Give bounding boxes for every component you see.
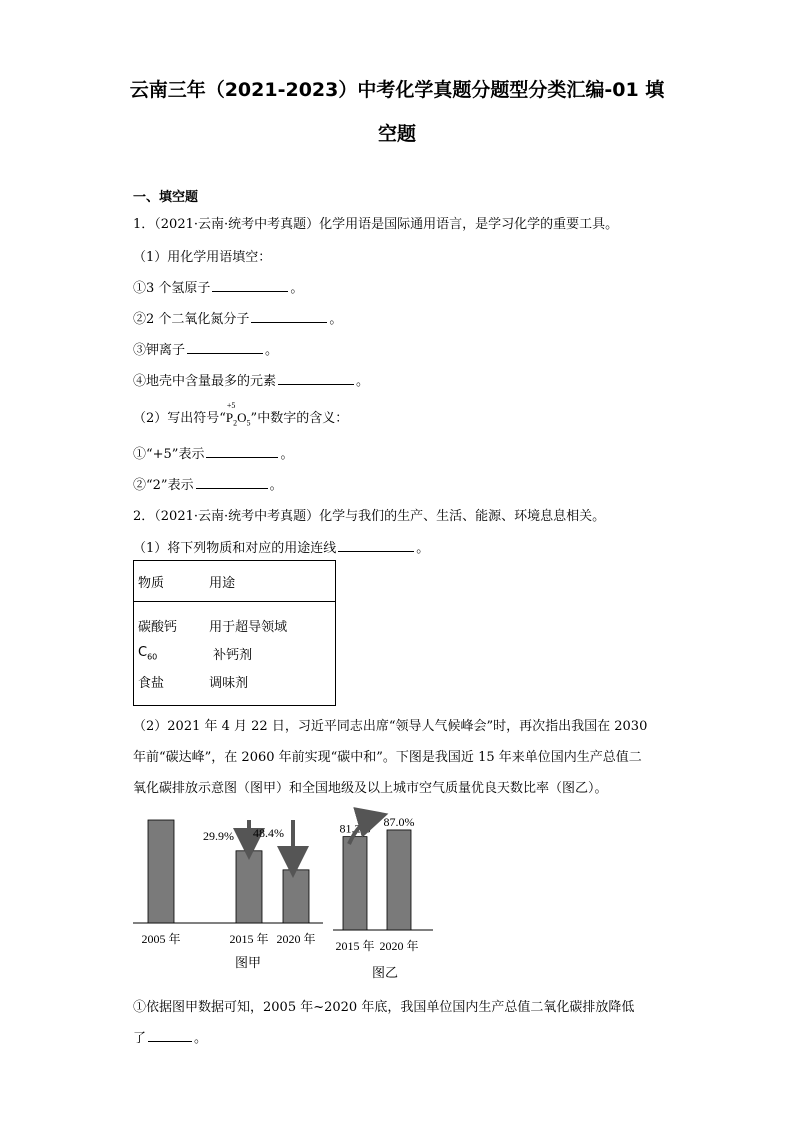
section-heading: 一、填空题 (133, 190, 199, 205)
data-label: 87.0% (383, 814, 415, 829)
q2-sub1-line2 (133, 1027, 207, 1046)
q1-stem: 1．（2021·云南·统考中考真题）化学用语是国际通用语言，是学习化学的重要工具。 (133, 217, 619, 232)
q2-sub1-line1: ①依据图甲数据可知，2005 年~2020 年底，我国单位国内生产总值二氧化碳排放降低 (133, 1000, 635, 1015)
period: 。 (329, 312, 343, 327)
q1-meaning1-text: ①“+5”表示 (133, 447, 205, 462)
answer-blank[interactable] (251, 310, 327, 323)
c60-symbol: C (138, 645, 148, 661)
data-label: 81.2% (339, 821, 371, 836)
q1-item4 (133, 370, 369, 389)
bar (283, 870, 309, 923)
answer-blank[interactable] (206, 445, 278, 458)
q1-meaning2-text: ②“2”表示 (133, 478, 194, 493)
use-cell: 调味剂 (209, 676, 249, 692)
bar (387, 830, 411, 930)
tick-label: 2005 年 (141, 932, 181, 946)
chart-title: 图甲 (234, 956, 262, 971)
header-use: 用途 (205, 561, 335, 602)
subscript-p: 2 (233, 418, 238, 428)
substance-cell: 碳酸钙 (138, 619, 178, 635)
q1-item2 (133, 308, 342, 327)
bar (343, 837, 367, 930)
q1-part2-prefix: （2）写出符号“ (133, 411, 226, 426)
q1-item1-text: ①3 个氢原子 (133, 281, 211, 296)
use-cell: 补钙剂 (213, 647, 253, 663)
element-p: P (225, 410, 234, 425)
q1-item4-text: ④地壳中含量最多的元素 (133, 374, 277, 389)
q2-part2-line3: 氧化碳排放示意图（图甲）和全国地级及以上城市空气质量优良天数比率（图乙）。 (133, 781, 608, 796)
data-label: 48.4% (253, 826, 284, 840)
q2-part2-line1: （2）2021 年 4 月 22 日，习近平同志出席“领导人气候峰会”时，再次指出我国在 2030 (133, 719, 648, 734)
answer-blank[interactable] (278, 372, 354, 385)
tick-label: 2020 年 (276, 932, 316, 946)
period: 。 (290, 281, 304, 296)
chart-title: 图乙 (371, 966, 399, 981)
header-substance: 物质 (134, 561, 206, 602)
period: 。 (280, 447, 294, 462)
q1-part2 (133, 401, 349, 428)
bar (236, 851, 262, 923)
c60-subscript: 60 (147, 652, 158, 662)
document-title (100, 68, 694, 156)
answer-blank[interactable] (196, 476, 268, 489)
answer-blank[interactable] (187, 341, 263, 354)
q2-part1 (133, 537, 429, 556)
period: 。 (194, 1031, 208, 1046)
q2-part1-text: （1）将下列物质和对应的用途连线 (133, 541, 337, 556)
q1-meaning2 (133, 474, 283, 493)
title-line-2: 空题 (377, 123, 416, 145)
period: 。 (356, 374, 370, 389)
q2-sub1-prefix: 了 (133, 1031, 147, 1046)
chart-b (333, 815, 433, 981)
answer-blank[interactable] (148, 1029, 192, 1042)
period: 。 (416, 541, 430, 556)
matching-table (133, 560, 336, 706)
q1-part1: （1）用化学用语填空： (133, 250, 272, 265)
table-header-row (134, 561, 336, 602)
bar (148, 820, 174, 923)
use-cell: 用于超导领域 (209, 619, 288, 635)
chemical-symbol (225, 401, 251, 428)
table-row (134, 640, 336, 667)
q1-meaning1 (133, 443, 293, 462)
substance-cell (134, 640, 206, 667)
co2-and-air-quality-charts (133, 800, 453, 990)
tick-label: 2015 年 (229, 932, 269, 946)
tick-label: 2015 年 (335, 939, 375, 953)
charge-label: +5 (226, 401, 236, 410)
q2-stem: 2．（2021·云南·统考中考真题）化学与我们的生产、生活、能源、环境息息相关。 (133, 509, 606, 524)
subscript-o: 5 (246, 418, 251, 428)
data-label: 29.9% (203, 829, 234, 843)
period: 。 (269, 478, 283, 493)
element-o: O (237, 410, 247, 425)
q1-item2-text: ②2 个二氧化氮分子 (133, 312, 250, 327)
q1-part2-suffix: ”中数字的含义： (250, 411, 349, 426)
q2-part2-line2: 年前“碳达峰”，在 2060 年前实现“碳中和”。下图是我国近 15 年来单位国内生产总值二 (133, 750, 642, 765)
substance-cell: 食盐 (138, 676, 165, 692)
title-line-1: 云南三年（2021-2023）中考化学真题分题型分类汇编-01 填 (129, 79, 665, 101)
q1-item3 (133, 339, 278, 358)
q1-item3-text: ③钾离子 (133, 343, 186, 358)
table-row (134, 602, 336, 641)
answer-blank[interactable] (212, 279, 288, 292)
q1-item1 (133, 277, 303, 296)
table-row (134, 667, 336, 706)
period: 。 (265, 343, 279, 358)
answer-blank[interactable] (338, 539, 414, 552)
chart-a (133, 820, 323, 971)
tick-label: 2020 年 (379, 939, 419, 953)
